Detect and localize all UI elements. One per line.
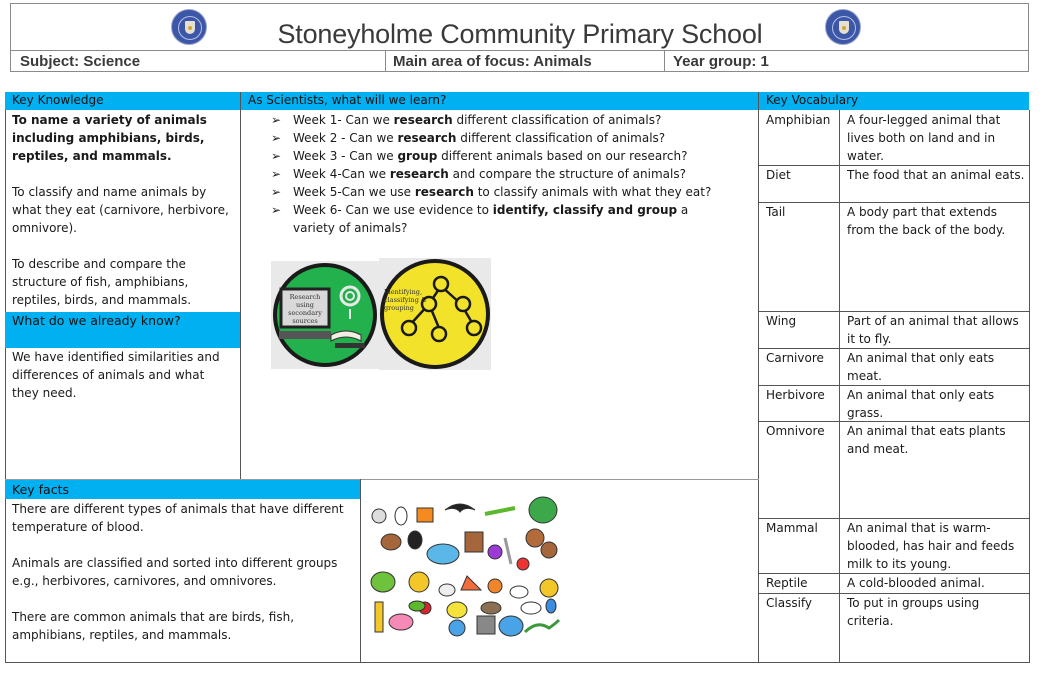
week-item <box>241 111 758 129</box>
already-know-heading: What do we already know? <box>5 312 240 348</box>
week-text: Week 2 - Can we <box>293 131 398 145</box>
week-text: Week 3 - Can we <box>293 149 398 163</box>
identifying-image <box>379 258 491 370</box>
vocab-term: Classify <box>766 596 813 610</box>
week-text: different classification of animals? <box>452 113 662 127</box>
vocab-term: Mammal <box>766 521 818 535</box>
border-bottom <box>5 662 1030 663</box>
key-facts-content <box>5 500 360 662</box>
week-text: Week 1- Can we <box>293 113 394 127</box>
week-keyword: research <box>397 131 457 145</box>
vocab-term: Reptile <box>766 576 808 590</box>
vocab-definition: An animal that only eats meat. <box>847 351 995 383</box>
week-text: different classification of animals? <box>456 131 666 145</box>
week-keyword: identify, classify and group <box>492 203 678 217</box>
arrowhead-bullet-icon: ➢ <box>271 113 282 127</box>
vocab-term: Omnivore <box>766 424 825 438</box>
arrowhead-bullet-icon: ➢ <box>271 167 282 181</box>
border-facts-right <box>360 479 361 662</box>
week-text: different animals based on our research? <box>437 149 688 163</box>
identifying-image-label: Identifying, classifying & grouping <box>384 288 427 312</box>
week-text: to classify animals with what they eat? <box>473 185 712 199</box>
vocab-definition: Part of an animal that allows it to fly. <box>847 314 1019 346</box>
key-fact-item: There are common animals that are birds, fish, amphibians, reptiles, and mammals. <box>12 610 295 642</box>
research-image <box>271 261 379 369</box>
vocab-term: Diet <box>766 168 791 182</box>
week-item <box>241 165 758 183</box>
header-divider <box>10 50 1029 51</box>
header-divider-v2 <box>664 51 665 72</box>
week-item <box>241 201 758 237</box>
week-keyword: research <box>389 167 449 181</box>
vocab-term: Amphibian <box>766 113 831 127</box>
vocab-term: Herbivore <box>766 388 825 402</box>
vocab-term: Wing <box>766 314 797 328</box>
learn-heading: As Scientists, what will we learn? <box>241 92 759 110</box>
week-item <box>241 183 758 201</box>
cartoon-animals-illustration <box>365 490 565 640</box>
vocab-definition: To put in groups using criteria. <box>847 596 980 628</box>
arrowhead-bullet-icon: ➢ <box>271 131 282 145</box>
week-text: Week 6- Can we use evidence to <box>293 203 493 217</box>
key-knowledge-content <box>5 111 240 327</box>
week-item <box>241 147 758 165</box>
key-knowledge-heading: Key Knowledge <box>5 92 241 110</box>
subject-label: Subject: Science <box>20 53 141 70</box>
week-keyword: research <box>414 185 474 199</box>
key-fact-item: There are different types of animals that have different temperature of blood. <box>12 502 344 534</box>
key-fact-item: Animals are classified and sorted into different groups e.g., herbivores, carnivores, and omnivores. <box>12 556 338 588</box>
key-knowledge-item: To describe and compare the structure of fish, amphibians, reptiles, birds, and mammals. <box>12 257 192 307</box>
school-title: Stoneyholme Community Primary School <box>277 19 763 49</box>
border-right <box>1029 110 1030 662</box>
vocab-definition: A cold-blooded animal. <box>847 576 985 590</box>
vocab-definition: The food that an animal eats. <box>847 168 1025 182</box>
arrowhead-bullet-icon: ➢ <box>271 149 282 163</box>
focus-label: Main area of focus: Animals <box>393 53 592 70</box>
vocab-definition: A four-legged animal that lives both on land and in water. <box>847 113 1001 163</box>
weeks-list <box>241 111 758 237</box>
vocab-definition: A body part that extends from the back of the body. <box>847 205 1006 237</box>
week-item <box>241 129 758 147</box>
arrowhead-bullet-icon: ➢ <box>271 185 282 199</box>
vocab-definition: An animal that only eats grass. <box>847 388 995 420</box>
week-text: and compare the structure of animals? <box>448 167 686 181</box>
already-know-text: We have identified similarities and differences of animals and what they need. <box>12 350 220 400</box>
key-knowledge-item: To classify and name animals by what they eat (carnivore, herbivore, omnivore). <box>12 185 229 235</box>
header-divider-v1 <box>385 51 386 72</box>
year-group-label: Year group: 1 <box>673 53 769 70</box>
research-image-label: Research using secondary sources <box>288 293 322 325</box>
week-keyword: group <box>397 149 438 163</box>
key-knowledge-bold-item: To name a variety of animals including amphibians, birds, reptiles, and mammals. <box>12 113 207 163</box>
week-text: a variety of animals? <box>293 203 689 235</box>
vocab-definition: An animal that eats plants and meat. <box>847 424 1006 456</box>
animals-icon <box>365 490 565 640</box>
arrowhead-bullet-icon: ➢ <box>271 203 282 217</box>
week-text: Week 5-Can we use <box>293 185 415 199</box>
week-text: Week 4-Can we <box>293 167 390 181</box>
week-keyword: research <box>393 113 453 127</box>
tree-diagram-icon <box>379 258 491 370</box>
vocab-definition: An animal that is warm-blooded, has hair and feeds milk to its young. <box>847 521 1015 571</box>
vocab-term: Carnivore <box>766 351 824 365</box>
key-facts-heading: Key facts <box>5 480 360 499</box>
vocab-term: Tail <box>766 205 786 219</box>
vocabulary-heading: Key Vocabulary <box>759 92 1029 110</box>
